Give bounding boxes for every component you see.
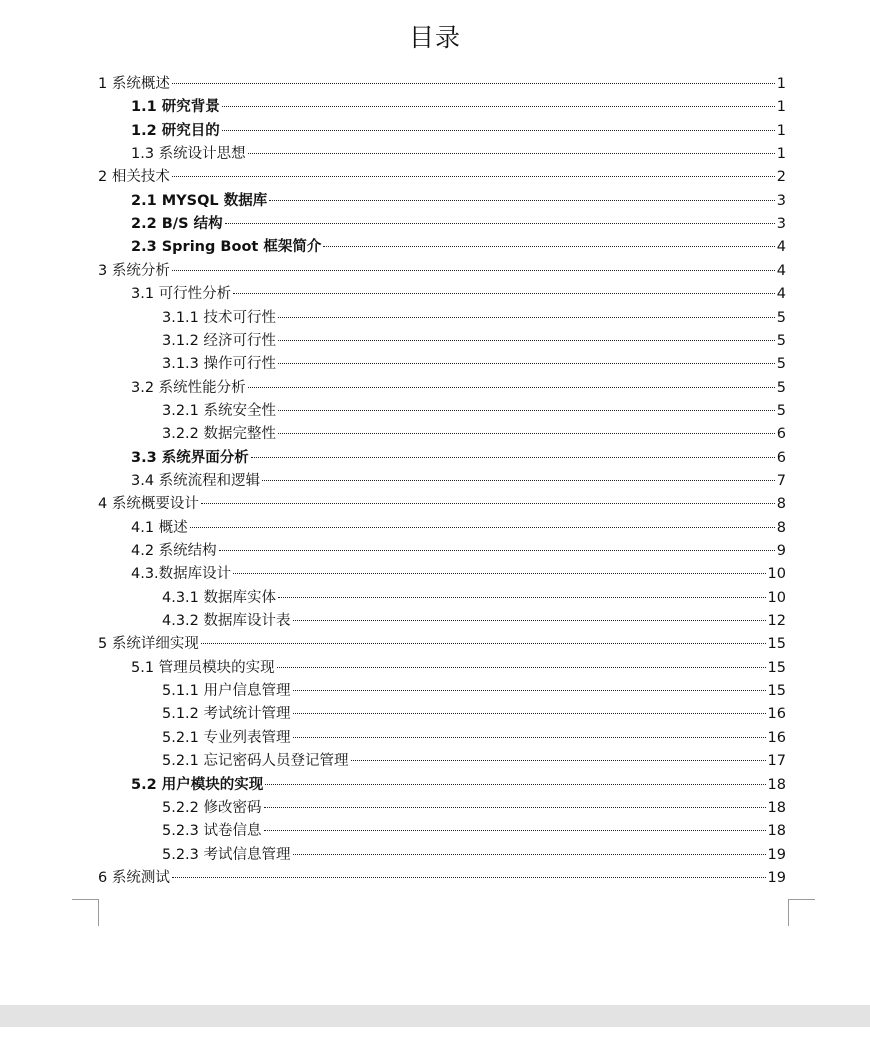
toc-entry-label: 3.1 可行性分析 xyxy=(131,286,232,303)
toc-entry-page-number: 5 xyxy=(776,379,786,396)
toc-entry-label: 4.3.1 数据库实体 xyxy=(162,589,277,606)
next-page-area xyxy=(0,1027,870,1056)
toc-entry-label: 3 系统分析 xyxy=(98,262,170,279)
toc-dot-leader xyxy=(293,620,766,621)
toc-dot-leader xyxy=(293,713,766,714)
toc-entry-label: 4.1 概述 xyxy=(131,519,188,536)
toc-entry-page-number: 6 xyxy=(776,426,786,443)
toc-entry[interactable] xyxy=(131,447,786,469)
margin-corner-mark-right xyxy=(788,899,815,926)
toc-dot-leader xyxy=(219,550,775,551)
toc-dot-leader xyxy=(278,410,775,411)
toc-entry-page-number: 2 xyxy=(776,169,786,186)
toc-entry-label: 1 系统概述 xyxy=(98,76,170,92)
toc-entry-label: 2 相关技术 xyxy=(98,169,170,186)
toc-entry[interactable] xyxy=(131,213,786,235)
toc-entry-label: 2.1 MYSQL 数据库 xyxy=(131,192,268,209)
toc-entry-label: 3.1.2 经济可行性 xyxy=(162,332,277,349)
toc-dot-leader xyxy=(233,573,765,574)
toc-dot-leader xyxy=(278,340,775,341)
toc-entry[interactable] xyxy=(162,797,786,819)
toc-entry-page-number: 9 xyxy=(776,543,786,559)
toc-entry-page-number: 18 xyxy=(767,799,786,816)
toc-dot-leader xyxy=(278,433,775,434)
margin-corner-mark-left xyxy=(72,899,99,926)
toc-entry[interactable] xyxy=(98,493,786,515)
toc-entry-page-number: 10 xyxy=(767,566,786,583)
toc-dot-leader xyxy=(201,643,766,644)
toc-entry-page-number: 5 xyxy=(776,356,786,373)
toc-entry-label: 5.2.1 忘记密码人员登记管理 xyxy=(162,753,349,770)
toc-dot-leader xyxy=(225,223,775,224)
toc-entry[interactable] xyxy=(131,517,786,539)
toc-dot-leader xyxy=(172,270,775,271)
toc-entry-page-number: 15 xyxy=(767,636,786,653)
toc-entry[interactable] xyxy=(131,563,786,585)
toc-dot-leader xyxy=(293,737,766,738)
toc-entry-label: 3.3 系统界面分析 xyxy=(131,449,249,466)
toc-entry-page-number: 18 xyxy=(767,776,786,793)
toc-entry-label: 6 系统测试 xyxy=(98,869,170,886)
toc-entry-page-number: 1 xyxy=(776,122,786,139)
toc-dot-leader xyxy=(222,130,775,131)
toc-entry[interactable] xyxy=(98,73,786,95)
toc-entry-page-number: 16 xyxy=(767,706,786,723)
toc-entry[interactable] xyxy=(131,657,786,679)
toc-entry-label: 5.1.1 用户信息管理 xyxy=(162,683,291,700)
toc-dot-leader xyxy=(264,807,766,808)
toc-dot-leader xyxy=(293,854,766,855)
toc-entry[interactable] xyxy=(162,844,786,866)
toc-entry-page-number: 3 xyxy=(776,216,786,233)
toc-entry-label: 5.2.3 试卷信息 xyxy=(162,823,262,840)
toc-dot-leader xyxy=(323,246,774,247)
toc-entry[interactable] xyxy=(162,703,786,725)
toc-entry[interactable] xyxy=(131,283,786,305)
toc-entry-page-number: 1 xyxy=(776,146,786,163)
toc-entry[interactable] xyxy=(131,236,786,258)
toc-entry-label: 2.3 Spring Boot 框架简介 xyxy=(131,239,322,256)
toc-dot-leader xyxy=(251,457,775,458)
toc-entry-page-number: 10 xyxy=(767,589,786,606)
toc-entry[interactable] xyxy=(162,400,786,422)
toc-dot-leader xyxy=(190,527,775,528)
toc-entry-page-number: 18 xyxy=(767,823,786,840)
toc-entry-page-number: 5 xyxy=(776,309,786,326)
toc-entry-label: 1.1 研究背景 xyxy=(131,99,220,116)
toc-dot-leader xyxy=(278,597,766,598)
toc-entry[interactable] xyxy=(98,260,786,282)
toc-dot-leader xyxy=(278,363,775,364)
toc-dot-leader xyxy=(233,293,775,294)
toc-entry[interactable] xyxy=(162,353,786,375)
toc-dot-leader xyxy=(278,317,775,318)
toc-entry-label: 4.2 系统结构 xyxy=(131,543,217,559)
toc-entry[interactable] xyxy=(131,120,786,142)
toc-entry[interactable] xyxy=(131,540,786,562)
toc-entry-label: 5.1 管理员模块的实现 xyxy=(131,659,275,676)
toc-dot-leader xyxy=(172,176,775,177)
toc-entry-label: 5.2.3 考试信息管理 xyxy=(162,846,291,863)
toc-entry[interactable] xyxy=(131,377,786,399)
toc-entry[interactable] xyxy=(162,330,786,352)
toc-entry[interactable] xyxy=(98,633,786,655)
toc-entry-label: 1.2 研究目的 xyxy=(131,122,220,139)
toc-entry-label: 4 系统概要设计 xyxy=(98,496,199,513)
toc-entry-page-number: 19 xyxy=(767,869,786,886)
toc-entry-label: 3.1.1 技术可行性 xyxy=(162,309,277,326)
toc-dot-leader xyxy=(201,503,775,504)
toc-dot-leader xyxy=(262,480,775,481)
toc-dot-leader xyxy=(264,830,766,831)
toc-dot-leader xyxy=(222,106,775,107)
toc-dot-leader xyxy=(172,83,775,84)
toc-entry[interactable] xyxy=(131,96,786,118)
toc-entry-label: 3.2.1 系统安全性 xyxy=(162,402,277,419)
toc-entry-page-number: 15 xyxy=(767,659,786,676)
toc-entry-page-number: 4 xyxy=(776,239,786,256)
toc-entry[interactable] xyxy=(131,470,786,492)
toc-entry-page-number: 5 xyxy=(776,402,786,419)
toc-entry-label: 5.2 用户模块的实现 xyxy=(131,776,264,793)
toc-entry[interactable] xyxy=(131,190,786,212)
toc-entry-page-number: 1 xyxy=(776,76,786,92)
toc-entry-label: 2.2 B/S 结构 xyxy=(131,216,223,233)
toc-entry-label: 3.4 系统流程和逻辑 xyxy=(131,472,261,489)
toc-entry-page-number: 6 xyxy=(776,449,786,466)
toc-dot-leader xyxy=(277,667,766,668)
toc-entry-label: 3.2.2 数据完整性 xyxy=(162,426,277,443)
toc-dot-leader xyxy=(248,153,775,154)
toc-dot-leader xyxy=(269,200,775,201)
toc-entry-page-number: 17 xyxy=(767,753,786,770)
toc-entry-label: 5 系统详细实现 xyxy=(98,636,199,653)
toc-entry-label: 5.1.2 考试统计管理 xyxy=(162,706,291,723)
toc-entry-label: 5.2.2 修改密码 xyxy=(162,799,262,816)
toc-entry-page-number: 7 xyxy=(776,472,786,489)
toc-entry-page-number: 16 xyxy=(767,729,786,746)
toc-dot-leader xyxy=(172,877,766,878)
toc-entry[interactable] xyxy=(162,610,786,632)
toc-entry-page-number: 8 xyxy=(776,519,786,536)
toc-entry-label: 3.1.3 操作可行性 xyxy=(162,356,277,373)
toc-entry[interactable] xyxy=(98,867,786,889)
toc-entry-label: 4.3.数据库设计 xyxy=(131,566,232,583)
toc-entry-page-number: 4 xyxy=(776,286,786,303)
toc-entry-page-number: 1 xyxy=(776,99,786,116)
toc-entry[interactable] xyxy=(162,750,786,772)
toc-dot-leader xyxy=(293,690,766,691)
toc-entry[interactable] xyxy=(131,143,786,165)
toc-entry[interactable] xyxy=(162,680,786,702)
toc-entry-page-number: 8 xyxy=(776,496,786,513)
toc-entry-page-number: 12 xyxy=(767,613,786,630)
toc-entry-label: 1.3 系统设计思想 xyxy=(131,146,246,163)
toc-entry[interactable] xyxy=(162,820,786,842)
toc-entry[interactable] xyxy=(162,587,786,609)
page-separator xyxy=(0,1005,870,1027)
toc-entry-label: 5.2.1 专业列表管理 xyxy=(162,729,291,746)
toc-entry[interactable] xyxy=(131,774,786,796)
toc-entry-page-number: 5 xyxy=(776,332,786,349)
toc-entry[interactable] xyxy=(162,727,786,749)
page-title: 目录 xyxy=(408,23,461,52)
toc-entry-page-number: 4 xyxy=(776,262,786,279)
toc-entry[interactable] xyxy=(98,166,786,188)
toc-dot-leader xyxy=(351,760,766,761)
toc-dot-leader xyxy=(265,784,765,785)
toc-entry-page-number: 15 xyxy=(767,683,786,700)
toc-entry[interactable] xyxy=(162,307,786,329)
toc-dot-leader xyxy=(248,387,775,388)
toc-entry-page-number: 3 xyxy=(776,192,786,209)
toc-entry[interactable] xyxy=(162,423,786,445)
toc-entry-label: 4.3.2 数据库设计表 xyxy=(162,613,291,630)
toc-entry-label: 3.2 系统性能分析 xyxy=(131,379,246,396)
toc-entry-page-number: 19 xyxy=(767,846,786,863)
